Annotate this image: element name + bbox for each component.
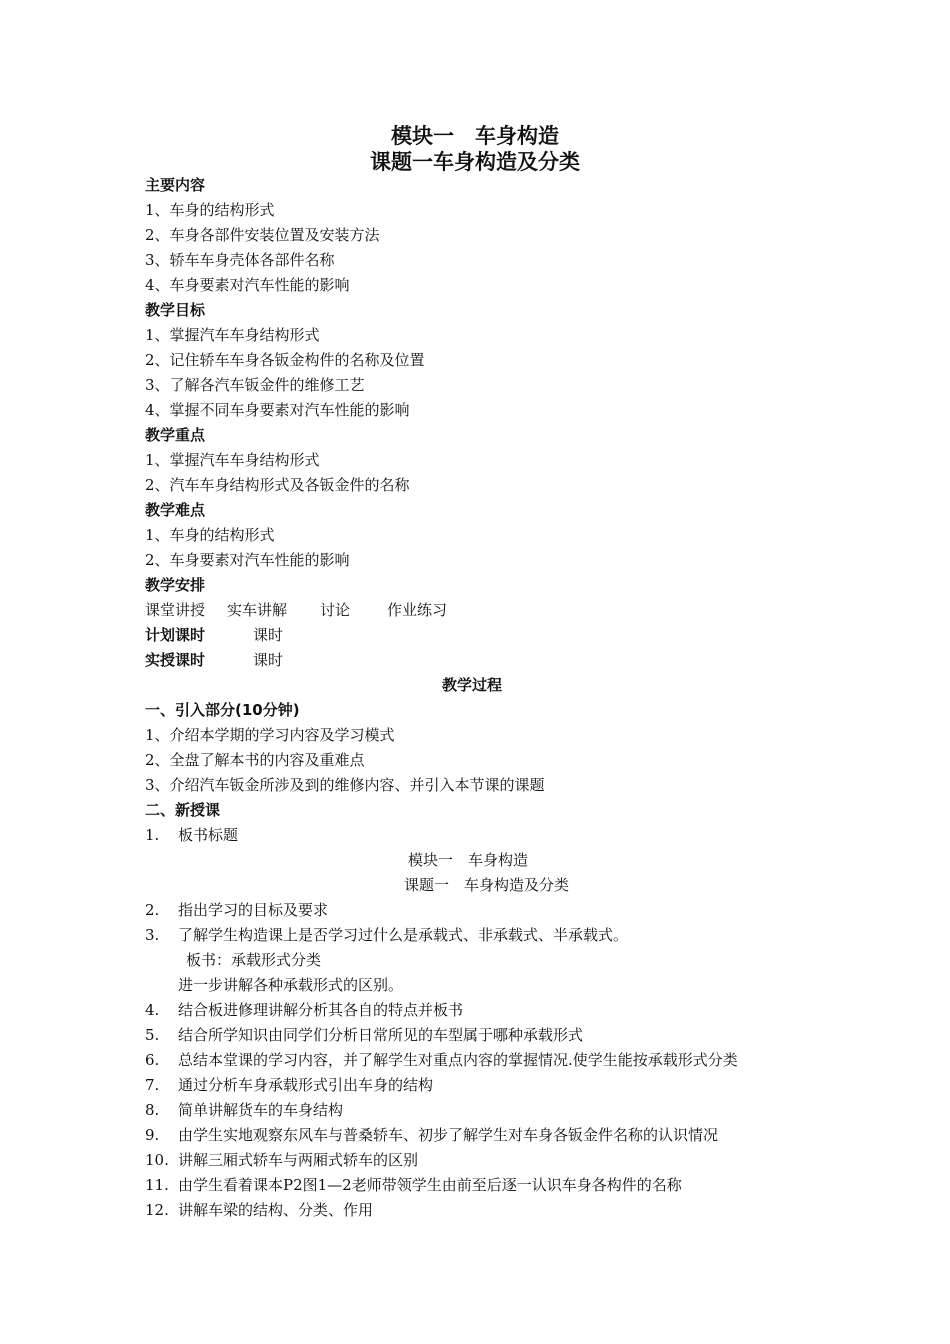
goal-item: 4、掌握不同车身要素对汽车性能的影响 xyxy=(145,401,410,419)
plan-hours-label: 计划课时 xyxy=(145,626,206,644)
intro-item: 3、介绍汽车钣金所涉及到的维修内容、并引入本节课的课题 xyxy=(145,776,545,794)
step-item: 5. 结合所学知识由同学们分析日常所见的车型属于哪种承载形式 xyxy=(145,1026,584,1044)
section-heading-content: 主要内容 xyxy=(145,176,206,194)
key-item: 2、汽车车身结构形式及各钣金件的名称 xyxy=(145,476,410,494)
further-note: 进一步讲解各种承载形式的区别。 xyxy=(178,976,404,994)
document-title-module: 模块一 车身构造 xyxy=(391,124,559,148)
actual-hours-value: 课时 xyxy=(253,651,284,669)
board-note: 板书：承载形式分类 xyxy=(186,951,322,969)
section-heading-intro: 一、引入部分(10分钟) xyxy=(145,701,300,719)
step-item: 9. 由学生实地观察东风车与普桑轿车、初步了解学生对车身各钣金件名称的认识情况 xyxy=(145,1126,719,1144)
arrange-item: 讨论 xyxy=(320,601,351,619)
step-item: 10. 讲解三厢式轿车与两厢式轿车的区别 xyxy=(145,1151,419,1169)
section-heading-difficult: 教学难点 xyxy=(145,501,206,519)
goal-item: 3、了解各汽车钣金件的维修工艺 xyxy=(145,376,365,394)
arrange-item: 实车讲解 xyxy=(227,601,288,619)
arrange-row xyxy=(145,598,845,623)
step-item: 8. 简单讲解货车的车身结构 xyxy=(145,1101,344,1119)
section-heading-arrange: 教学安排 xyxy=(145,576,206,594)
step-item: 4. 结合板进修理讲解分析其各自的特点并板书 xyxy=(145,1001,464,1019)
actual-hours-label: 实授课时 xyxy=(145,651,206,669)
actual-hours-row xyxy=(145,648,845,673)
step-item: 12. 讲解车梁的结构、分类、作用 xyxy=(145,1201,374,1219)
goal-item: 1、掌握汽车车身结构形式 xyxy=(145,326,320,344)
content-item: 1、车身的结构形式 xyxy=(145,201,275,219)
difficult-item: 1、车身的结构形式 xyxy=(145,526,275,544)
step-item: 11. 由学生看着课本P2图1—2老师带领学生由前至后逐一认识车身各构件的名称 xyxy=(145,1176,682,1194)
step-item: 6. 总结本堂课的学习内容，并了解学生对重点内容的掌握情况.使学生能按承载形式分类 xyxy=(145,1051,738,1069)
content-item: 3、轿车车身壳体各部件名称 xyxy=(145,251,335,269)
section-heading-newlesson: 二、新授课 xyxy=(145,801,221,819)
board-title-module: 模块一 车身构造 xyxy=(408,851,529,869)
section-heading-key: 教学重点 xyxy=(145,426,206,444)
content-item: 4、车身要素对汽车性能的影响 xyxy=(145,276,350,294)
board-title-topic: 课题一 车身构造及分类 xyxy=(404,876,570,894)
step-item: 3. 了解学生构造课上是否学习过什么是承载式、非承载式、半承载式。 xyxy=(145,926,629,944)
step-item: 7. 通过分析车身承载形式引出车身的结构 xyxy=(145,1076,434,1094)
arrange-item: 作业练习 xyxy=(387,601,448,619)
section-heading-process: 教学过程 xyxy=(442,676,503,694)
arrange-item: 课堂讲授 xyxy=(145,601,206,619)
plan-hours-row xyxy=(145,623,845,648)
step-item: 1. 板书标题 xyxy=(145,826,239,844)
section-heading-goals: 教学目标 xyxy=(145,301,206,319)
plan-hours-value: 课时 xyxy=(253,626,284,644)
intro-item: 1、介绍本学期的学习内容及学习模式 xyxy=(145,726,395,744)
difficult-item: 2、车身要素对汽车性能的影响 xyxy=(145,551,350,569)
goal-item: 2、记住轿车车身各钣金构件的名称及位置 xyxy=(145,351,425,369)
key-item: 1、掌握汽车车身结构形式 xyxy=(145,451,320,469)
intro-item: 2、全盘了解本书的内容及重难点 xyxy=(145,751,365,769)
document-body xyxy=(145,173,845,1223)
content-item: 2、车身各部件安装位置及安装方法 xyxy=(145,226,380,244)
step-item: 2. 指出学习的目标及要求 xyxy=(145,901,329,919)
document-title-topic: 课题一车身构造及分类 xyxy=(370,150,580,174)
